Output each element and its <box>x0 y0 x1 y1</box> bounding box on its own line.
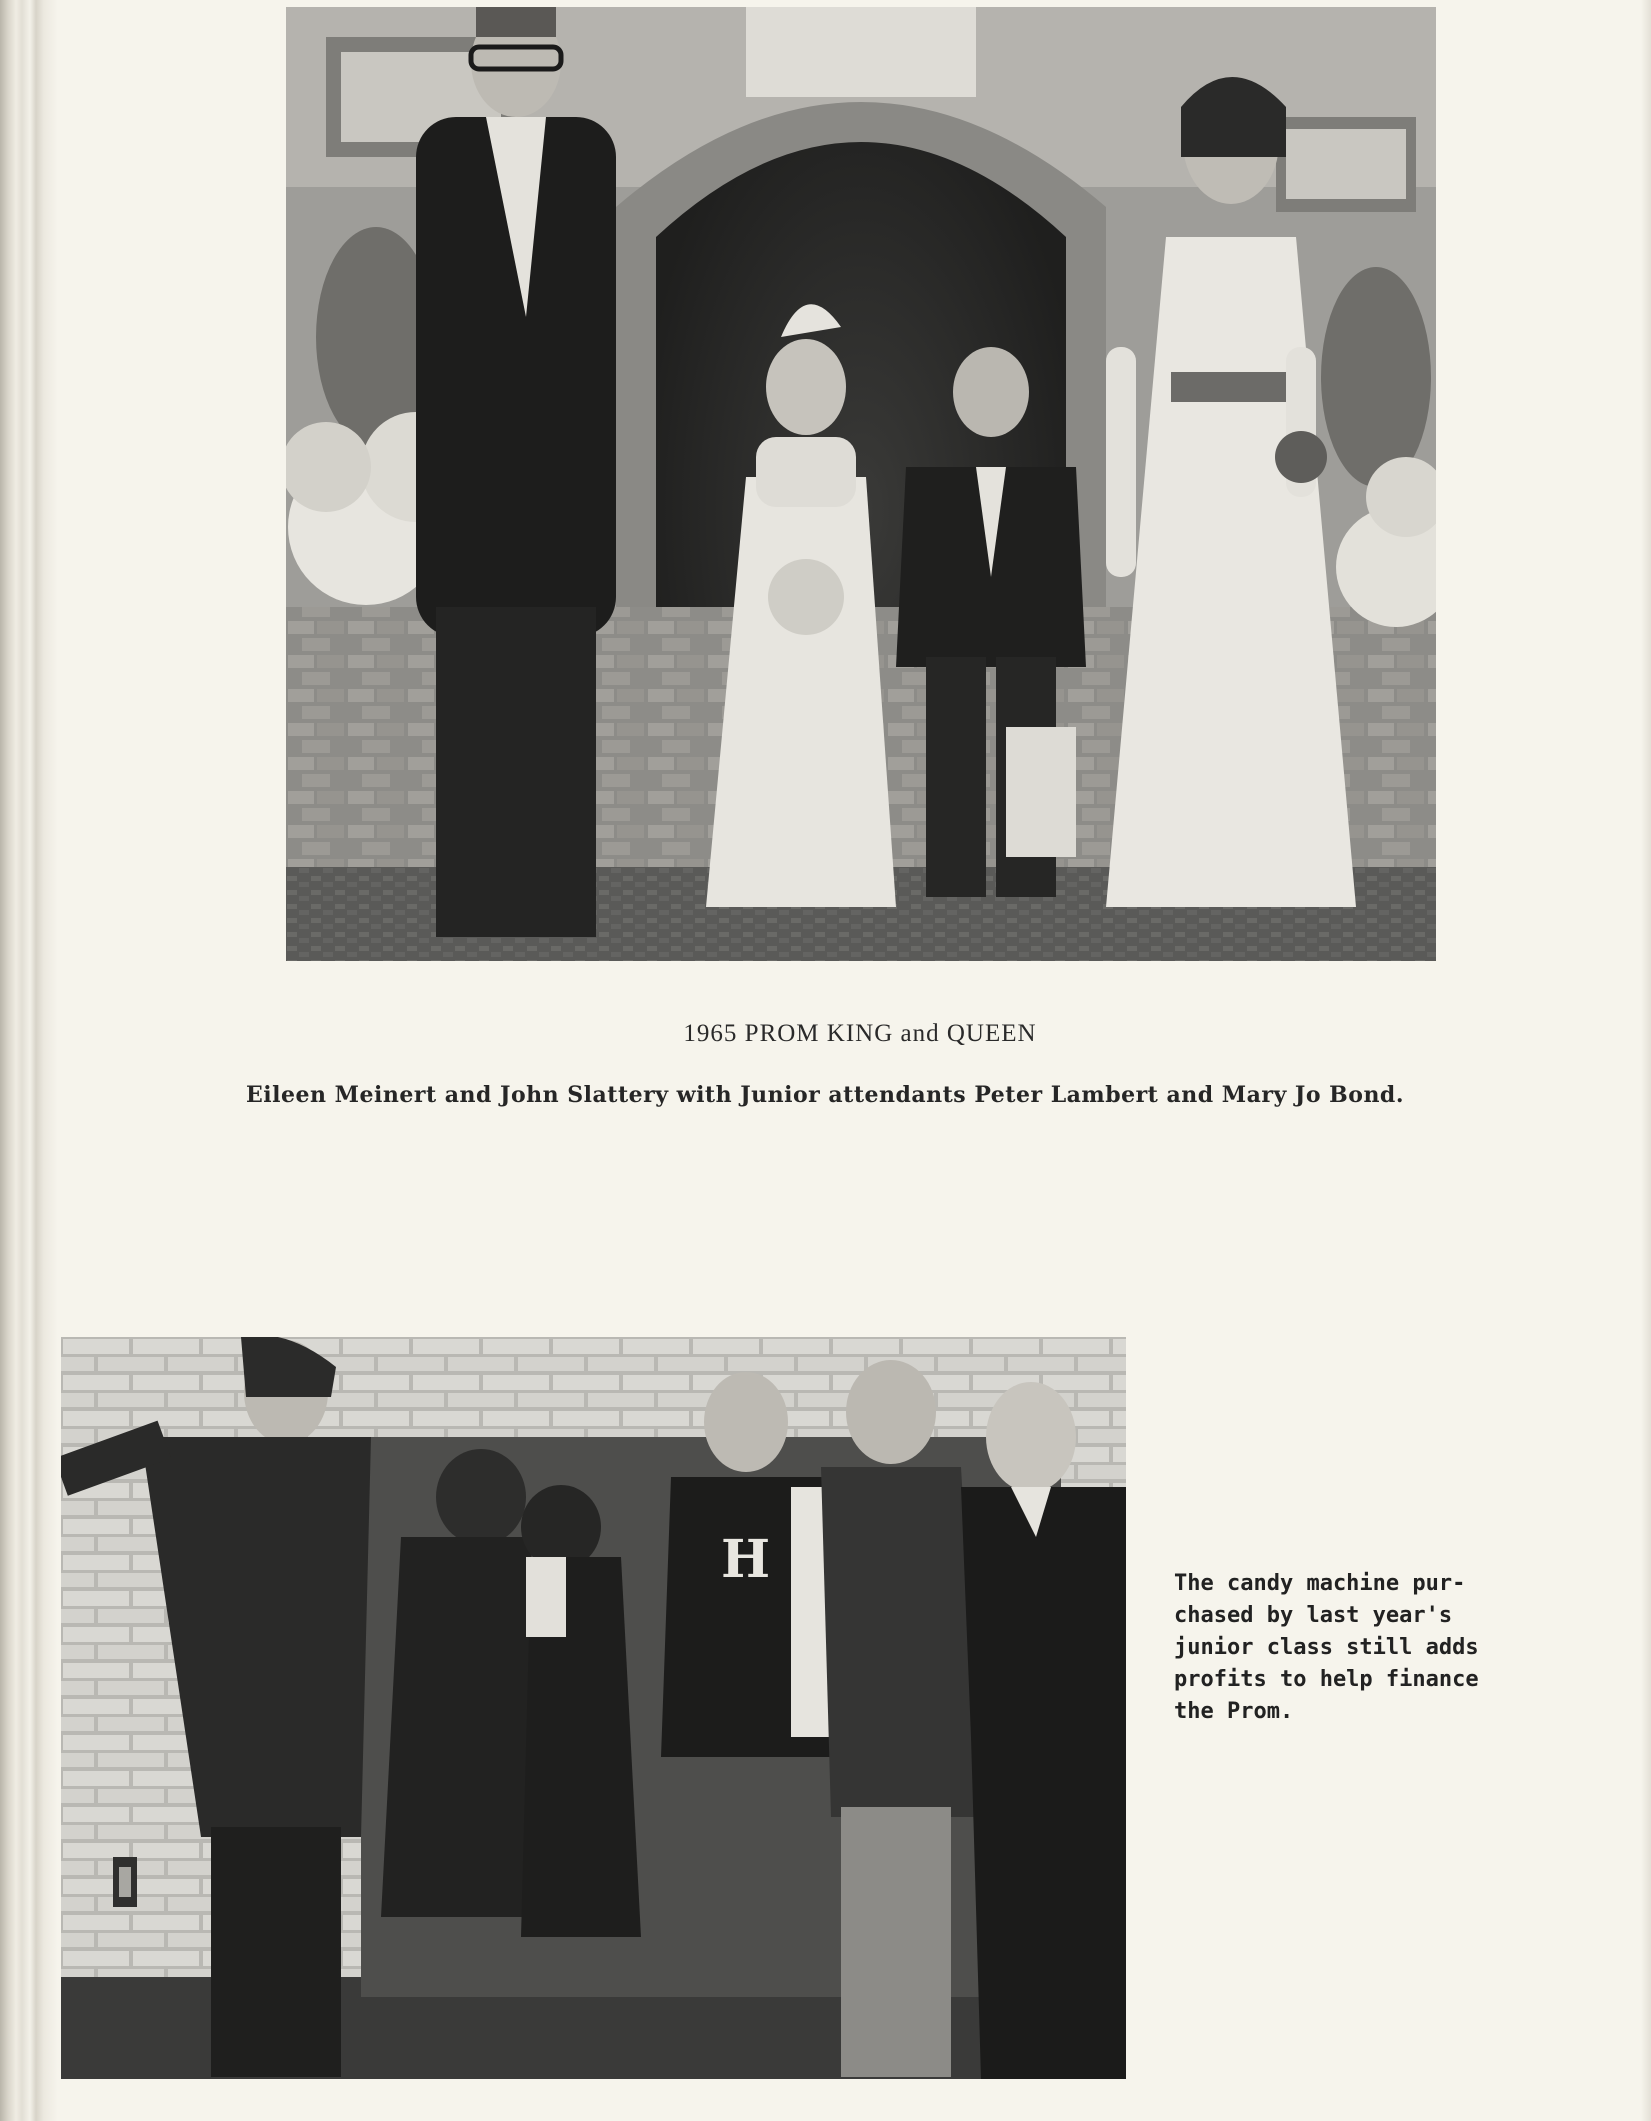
prom-court-photo <box>286 7 1436 961</box>
page-edge <box>1641 0 1651 2121</box>
side-caption-line: the Prom. <box>1174 1699 1294 1724</box>
prom-court-photo-image <box>286 7 1436 961</box>
candy-machine-photo-image <box>61 1337 1126 2079</box>
photo-title: 1965 PROM KING and QUEEN <box>683 1020 1037 1047</box>
side-caption-line: junior class still adds <box>1174 1635 1479 1660</box>
svg-text:H: H <box>721 1529 771 1590</box>
candy-machine-photo <box>61 1337 1126 2079</box>
photo-caption: Eileen Meinert and John Slattery with Junior attendants Peter Lambert and Mary Jo Bond. <box>246 1082 1404 1108</box>
side-caption-line: profits to help finance <box>1174 1667 1479 1692</box>
side-caption <box>1174 1568 1534 1728</box>
side-caption-line: chased by last year's <box>1174 1603 1453 1628</box>
side-caption-line: The candy machine pur- <box>1174 1571 1466 1596</box>
book-binding-edge <box>0 0 58 2121</box>
